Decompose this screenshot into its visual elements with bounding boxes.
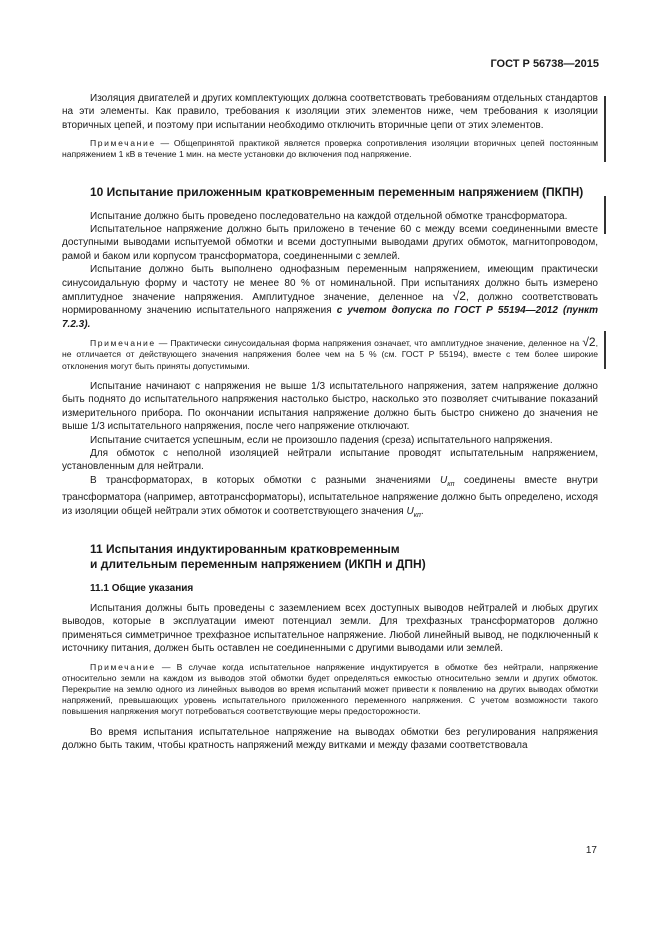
subsection-11-1-title: 11.1 Общие указания xyxy=(90,582,194,594)
note-text: , не отличается от действующего значения напряжения более чем на 5 % (см. ГОСТ Р 55194), вместе с тем более широкие отклонения могут быть приняты допустимыми. xyxy=(62,338,598,371)
paragraph: Испытания должны быть проведены с заземлением всех доступных выводов нейтралей и любых других выводов, которые в эксплуатации имеют потенциал земли. Для трехфазных трансформаторов должно применяться симметричное трехфазное испытательное напряжение. Любой линейный вывод, не подключенный к источнику питания, должен быть оставлен не соединенными с другими выводами или землей. xyxy=(62,602,598,655)
paragraph: Испытательное напряжение должно быть приложено в течение 60 с между всеми соединенными вместе доступными выводами испытуемой обмотки и всеми доступными выводами других обмоток, магнитопроводом, рамой и баком или корпусом трансформатора, соединенными с землей. xyxy=(62,224,598,262)
section-11-title-line1: 11 Испытания индуктированным кратковременным xyxy=(90,541,400,556)
paragraph: Испытание должно быть проведено последовательно на каждой отдельной обмотке трансформатора. xyxy=(90,210,568,222)
note-label: Примечание xyxy=(90,661,156,672)
text-span: . xyxy=(420,505,424,517)
text-span: соединены вместе внутри трансформатора (например, автотрансформаторы), испытательное напряжение должно быть определено, исходя из изоляции общей нейтрали этих обмоток и соответствующего значения xyxy=(62,474,599,517)
sqrt2-symbol: √2 xyxy=(452,289,466,304)
paragraph: Испытание считается успешным, если не произошло падения (среза) испытательного напряжения. xyxy=(90,434,553,446)
sqrt2-symbol: √2 xyxy=(582,335,596,350)
note-text: — Общепринятой практикой является проверка сопротивления изоляции вторичных цепей постоянным напряжением 1 кВ в течение 1 мин. на месте установки до включения под напряжение. xyxy=(62,138,598,160)
voltage-letter: U xyxy=(440,474,448,486)
page-number: 17 xyxy=(585,845,597,856)
note-label: Примечание xyxy=(90,138,156,149)
voltage-symbol xyxy=(440,475,454,486)
text-span: Испытание должно быть выполнено однофазным переменным напряжением, имеющим практически синусоидальную форму и частоту не менее 80 % от номинальной. При испытаниях должно быть измерено амплитудное значение напряжения. Амплитудное значение, деленное на xyxy=(62,264,598,304)
paragraph xyxy=(62,474,598,522)
standard-reference: с учетом допуска по ГОСТ Р 55194—2012 (пункт 7.2.3). xyxy=(62,305,598,330)
note xyxy=(62,138,598,160)
note-text: — Практически синусоидальная форма напряжения означает, что амплитудное значение, деленное на xyxy=(155,338,583,349)
voltage-symbol xyxy=(406,506,420,517)
text-span: , должно соответствовать нормированному значению испытательного напряжения xyxy=(62,292,598,317)
voltage-letter: U xyxy=(406,505,414,517)
change-bar xyxy=(604,196,606,234)
section-10-title: 10 Испытание приложенным кратковременным переменным напряжением (ПКПН) xyxy=(90,184,584,199)
paragraph xyxy=(62,263,598,331)
paragraph: Для обмоток с неполной изоляцией нейтрали испытание проводят испытательным напряжением, установленным для нейтрали. xyxy=(62,447,598,473)
note-text: — В случае когда испытательное напряжение индуктируется в обмотке без нейтрали, напряжение относительно земли на каждом из выводов этой обмотки будет определяться емкостью относительно земли и других обмоток. Перекрытие на землю одного из линейных выводов во время испытаний может привести к появлению на других выводах обмотки напряжений, превышающих уровень испытательного приложенного переменного напряжения. С учетом возможности такого повышения напряжения могут потребоваться соответствующие меры предосторожности. xyxy=(62,661,598,717)
document-id: ГОСТ Р 56738—2015 xyxy=(490,58,599,70)
voltage-subscript: кп xyxy=(447,480,455,488)
note xyxy=(62,337,598,372)
note xyxy=(62,662,598,718)
paragraph: Во время испытания испытательное напряжение на выводах обмотки без регулирования напряжения должно быть таким, чтобы кратность напряжений между витками и между фазами соответствовала xyxy=(62,726,598,751)
section-11-title-line2: и длительным переменным напряжением (ИКПН и ДПН) xyxy=(90,556,426,571)
voltage-subscript: кп xyxy=(413,511,421,519)
note-label: Примечание xyxy=(90,338,156,349)
text-span: В трансформаторах, в которых обмотки с разными значениями xyxy=(90,474,441,486)
change-bar xyxy=(604,96,606,162)
paragraph: Испытание начинают с напряжения не выше 1/3 испытательного напряжения, затем напряжение должно быть поднято до испытательного напряжения настолько быстро, насколько это позволяет считывание показаний измерительного прибора. По окончании испытания напряжение должно быть быстро снижено до значения не выше 1/3 испытательного напряжения, после чего напряжение отключают. xyxy=(62,380,598,433)
main-content xyxy=(62,92,598,752)
intro-paragraph: Изоляция двигателей и других комплектующих должна соответствовать требованиям отдельных стандартов на эти элементы. Как правило, требования к изоляции этих элементов ниже, чем требования к изоляции вторичных цепей, и поэтому при испытании необходимо отключить вторичные цепи от этих элементов. xyxy=(62,93,598,131)
change-bar xyxy=(604,331,606,369)
